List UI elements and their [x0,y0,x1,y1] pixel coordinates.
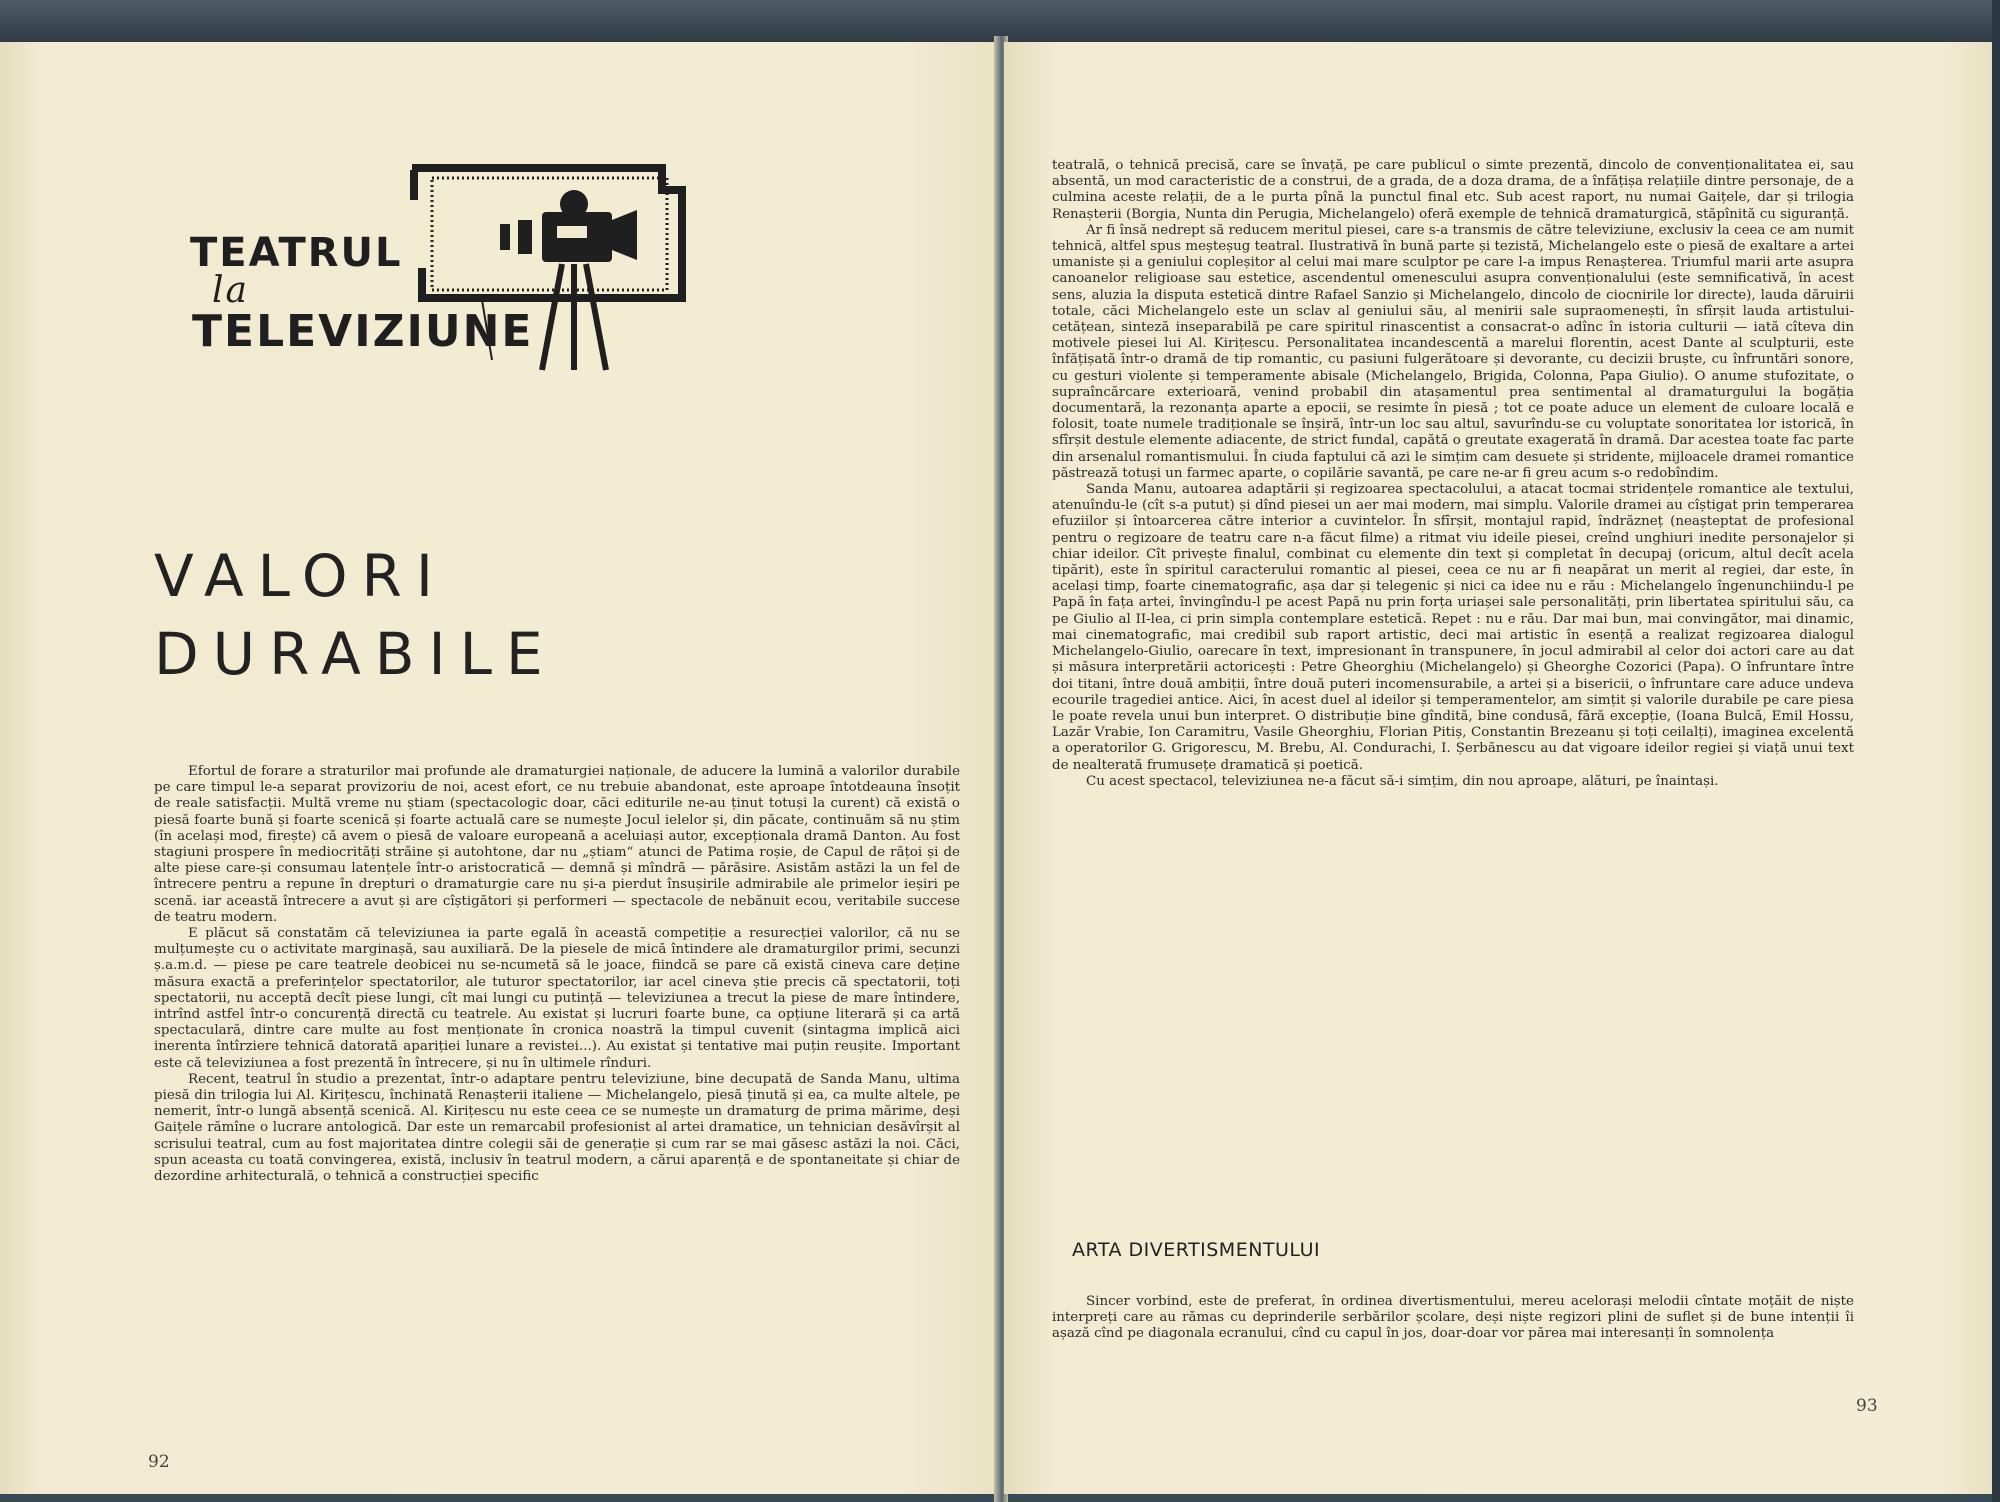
logo-line-2: la [212,270,249,311]
right-column-text [1052,158,1854,790]
section-heading: ARTA DIVERTISMENTULUI [1072,1239,1321,1261]
paragraph: Cu acest spectacol, televiziunea ne-a făcut să-i simțim, din nou aproape, alături, pe înaintași. [1086,773,1719,789]
page-number-right: 93 [1856,1396,1878,1416]
paragraph: Sincer vorbind, este de preferat, în ordinea divertismentului, mereu acelorași melodii cîntate moțăit de niște interpreți care au rămas cu deprinderile serbărilor școlare, deși niște regizori plini de suflet și de bune intenții îi așază cînd pe diagonala ecranului, cînd cu capul în jos, doar-doar vor părea mai interesanți în somnolența [1052,1294,1854,1342]
teatrul-la-televiziune-logo [182,160,712,380]
paragraph: Sanda Manu, autoarea adaptării și regizoarea spectacolului, a atacat tocmai stridențele romantice ale textului, atenuîndu-le (cît s-a putut) și dînd piesei un aer mai modern, mai simplu. Valorile dramei au cîștigat prin temperarea efuziilor și întoarcerea către interior a cuvintelor. În sfîrșit, montajul rapid, îndrăzneț (neașteptat de profesional pentru o regizoare de teatru care n-a făcut filme) a ritmat viu ideile piesei, creînd unghiuri inedite personajelor și chiar ideilor. Cît privește finalul, combinat cu elemente din text și completat în decupaj (oricum, altul decît acela tipărit), este în spiritul caracterului romantic al piesei, ceea ce nu ar fi neapărat un merit al regiei, dar este, în același timp, foarte cinematografic, așa dar și telegenic și nici ca idee nu e rău : Michelangelo îngenunchiindu-l pe Papă în fața artei, învingîndu-l pe acest Papă nu prin forța uriașei sale personalități, prin libertatea spiritului său, ca pe Giulio al II-lea, ci prin simpla contemplare estetică. Repet : nu e rău. Dar mai bun, mai convingător, mai dinamic, mai cinematografic, mai credibil sub raport artistic, deci mai artistic în esență a realizat regizoarea dialogul Michelangelo-Giulio, oarecare în text, impresionant în transpunere, în jocul admirabil al celor doi actori care au dat și măsura interpretării actoricești : Petre Gheorghiu (Michelangelo) și Gheorghe Cozorici (Papa). O înfruntare între doi titani, între două ambiții, între două puteri incomensurabile, a artei și a bisericii, o înfruntare care aduce undeva ecourile tragediei antice. Aici, în acest duel al ideilor și temperamentelor, am simțit și valorile durabile pe care piesa le poate revela unui bun interpret. O distribuție bine gîndită, bine condusă, fără excepție, (Ioana Bulcă, Emil Hossu, Lazăr Vrabie, Ion Caramitru, Vasile Gheorghiu, Florian Pitiș, Constantin Brezeanu și toți ceilalți), imaginea excelentă a operatorilor G. Grigorescu, M. Brebu, Al. Condurachi, I. Șerbănescu au dat vigoare ideilor regiei și viață unui text de nealterată frumusețe dramatică și poetică. [1052,482,1854,773]
logo-line-1: TEATRUL [190,230,403,276]
page-number-left: 92 [148,1452,170,1472]
left-page [0,42,998,1494]
title-line-2: DURABILE [154,620,557,688]
section-text [1052,1294,1854,1343]
article-title [154,537,754,693]
paragraph: Ar fi însă nedrept să reducem meritul piesei, care s-a transmis de către televiziune, exclusiv la ceea ce am numit tehnică, altfel spus meșteșug teatral. Ilustrativă în bună parte și tezistă, Michelangelo este o piesă de exaltare a artei umaniste și a geniului copleșitor al celui mai mare sculptor pe care l-a impus Renașterea. Triumful marii arte asupra canoanelor religioase sau estetice, ascendentul omenescului asupra convenționalului (este semnificativă, în acest sens, aluzia la disputa estetică dintre Rafael Sanzio și Michelangelo, dincolo de ciocnirile lor directe), lauda dăruirii totale, căci Michelangelo este un sclav al geniului său, al menirii sale supraomenești, în sfîrșit lauda artistului-cetățean, sinteză inseparabilă pe care spiritul rinascentist a consacrat-o adînc în istoria culturii — iată cîteva din motivele piesei lui Al. Kirițescu. Personalitatea incandescentă a marelui florentin, acest Dante al sculpturii, este înfățișată într-o dramă de tip romantic, cu pasiuni fulgerătoare și devorante, cu decizii bruște, cu înfruntări sonore, cu gesturi violente și temperamente abisale (Michelangelo, Brigida, Colonna, Papa Giulio). O anume stufozitate, o supraîncărcare exterioară, venind probabil din atașamentul prea sentimental al dramaturgului la bogăția documentară, la rezonanța aparte a epocii, se resimte în piesă ; tot ce poate aduce un element de culoare locală e folosit, toate numele tradiționale se înșiră, într-un loc sau altul, savurîndu-se cu voluptate sonoritatea lor istorică, în sfîrșit destule elemente adiacente, de strict fundal, capătă o greutate exagerată în dramă. Dar acestea toate fac parte din arsenalul romantismului. În ciuda faptului că azi le simțim cam desuete și stridente, mijloacele dramei romantice păstrează totuși un farmec aparte, o copilărie savantă, pe care ne-ar fi greu acum s-o redobîndim. [1052,222,1854,481]
left-column-text [154,764,960,1185]
paragraph: E plăcut să constatăm că televiziunea ia parte egală în această competiție a resurecției valorilor, că nu se mulțumește cu o activitate marginașă, sau auxiliară. De la piesele de mică întindere ale dramaturgilor primi, secunzi ș.a.m.d. — piese pe care teatrele deobicei nu se-ncumetă să le joace, fiindcă se pare că există cineva care deține măsura exactă a preferințelor spectatorilor, ale tuturor spectatorilor, iar acel cineva știe precis că spectatorii, toți spectatorii, nu acceptă decît piese lungi, cît mai lungi cu putință — televiziunea a trecut la piese de mare întindere, intrînd astfel într-o concurență directă cu teatrele. Au existat și lucruri foarte bune, ca opțiune literară și ca artă spectaculară, dintre care multe au fost menționate în cronica noastră la timpul cuvenit (sintagma implică aici inerenta întîrziere tehnică datorată apariției lunare a revistei...). Au existat și tentative mai puțin reușite. Important este că televiziunea a fost prezentă în întrecere, și nu în ultimele rînduri. [154,926,960,1071]
paragraph: Efortul de forare a straturilor mai profunde ale dramaturgiei naționale, de aducere la lumină a valorilor durabile pe care timpul le-a separat provizoriu de noi, acest efort, ce nu trebuie abandonat, este aproape întotdeauna însoțit de reale satisfacții. Multă vreme nu știam (spectacologic doar, căci editurile ne-au ținut totuși la curent) că există o piesă foarte bună și foarte scenică și foarte actuală care se numește Jocul ielelor și, din păcate, continuăm să nu știm (în același mod, firește) că avem o piesă de valoare europeană a aceluiași autor, excepționala dramă Danton. Au fost stagiuni prospere în mediocrități străine și autohtone, dar nu „știam“ atunci de Patima roșie, de Capul de rățoi și de alte piese care-și consumau latențele într-o aristocratică — demnă și mîndră — părăsire. Asistăm astăzi la un fel de întrecere pentru a repune în drepturi o dramaturgie care nu și-a pierdut însușirile admirabile ale primelor ieșiri pe scenă. iar această întrecere a avut și are cîștigători și performeri — spectacole de nebănuit ecou, veritabile succese de teatru modern. [154,764,960,925]
logo-line-3: TELEVIZIUNE [192,306,534,357]
paragraph: teatrală, o tehnică precisă, care se învață, pe care publicul o simte prezentă, dincolo de convenționalitatea ei, sau absentă, un mod caracteristic de a construi, de a grada, de a doza drama, de a înfățișa relațiile dintre personaje, de a culmina aceste relații, de a le purta pînă la punctul final etc. Sub acest raport, nu numai Gaițele, dar și trilogia Renașterii (Borgia, Nunta din Perugia, Michelangelo) oferă exemple de tehnică dramaturgică, stăpînită cu siguranță. [1052,158,1854,222]
paragraph: Recent, teatrul în studio a prezentat, într-o adaptare pentru televiziune, bine decupată de Sanda Manu, ultima piesă din trilogia lui Al. Kirițescu, închinată Renașterii italiene — Michelangelo, piesă ținută și ea, ca multe altele, pe nemerit, într-o lungă absență scenică. Al. Kirițescu nu este ceea ce se numește un dramaturg de prima mărime, deși Gaițele rămîne o lucrare antologică. Dar este un remarcabil profesionist al artei dramatice, un tehnician desăvîrșit al scrisului teatral, cum au fost majoritatea dintre colegii săi de generație și cum rar se mai găsesc astăzi la noi. Căci, spun aceasta cu toată convingerea, există, inclusiv în teatrul modern, a cărui aparență e de spontaneitate și chiar de dezordine arhitecturală, o tehnică a construcției specific [154,1071,960,1185]
title-line-1: VALORI [154,542,447,610]
scan-background-right [1992,0,2000,1502]
